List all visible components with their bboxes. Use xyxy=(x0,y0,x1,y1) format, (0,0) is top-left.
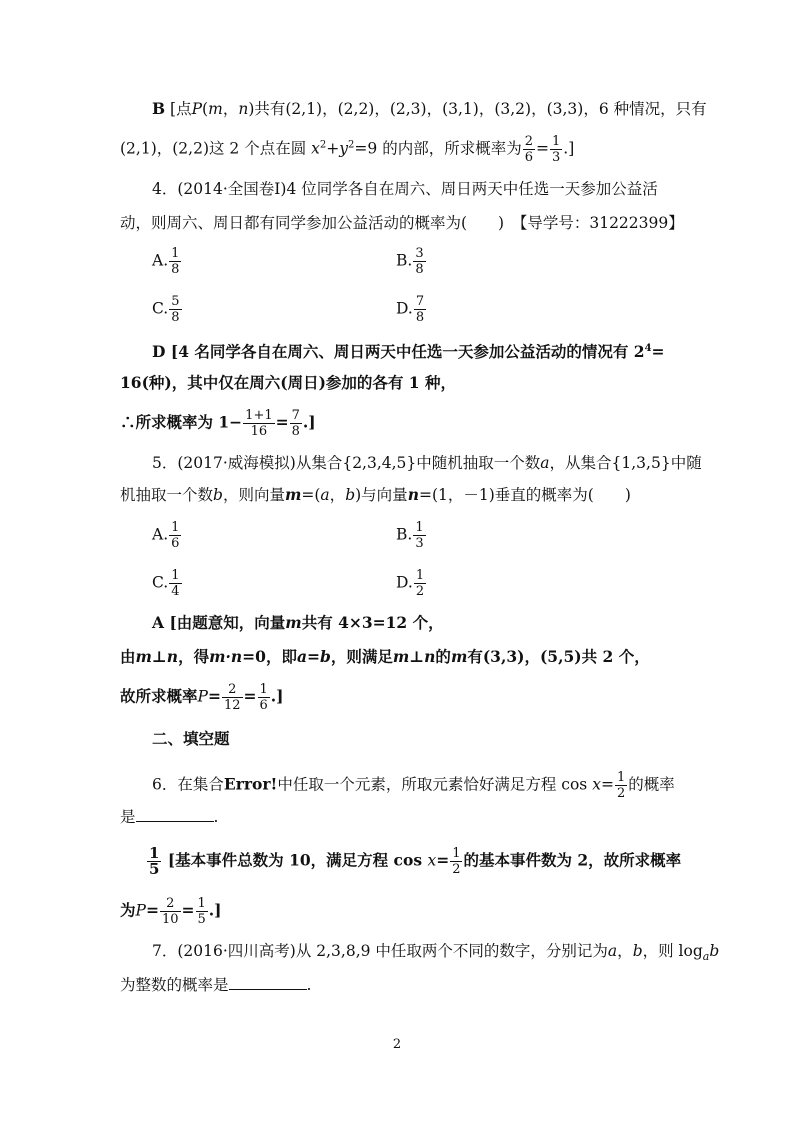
var-a: a xyxy=(540,454,550,472)
fraction xyxy=(222,682,243,713)
section-heading: 二、填空题 xyxy=(152,729,230,748)
denominator: 2 xyxy=(415,584,425,599)
text: = xyxy=(207,686,221,706)
question-4-line-2 xyxy=(120,212,684,234)
fraction xyxy=(243,408,274,439)
numerator: 2 xyxy=(222,682,243,698)
text: 为整数的概率是 xyxy=(120,976,229,994)
numerator: 5 xyxy=(171,294,180,309)
vector-n: n xyxy=(407,485,419,504)
label: A. xyxy=(152,525,169,544)
text: = xyxy=(181,900,195,920)
denominator: 8 xyxy=(171,310,180,325)
numerator: 1 xyxy=(171,568,180,583)
denominator: 8 xyxy=(415,310,425,325)
text: 5．(2017·威海模拟)从集合{2,3,4,5}中随机抽取一个数 xyxy=(152,454,541,472)
numerator: 1 xyxy=(616,770,626,785)
fraction xyxy=(414,294,426,325)
numerator: 7 xyxy=(291,408,300,423)
denominator: 2 xyxy=(616,786,626,801)
text: 故所求概率 xyxy=(120,686,198,706)
text: = xyxy=(145,900,159,920)
text: 的概率 xyxy=(628,775,675,794)
text: ，则满足 xyxy=(330,647,393,666)
text: .] xyxy=(563,139,575,158)
q5-option-b xyxy=(396,520,427,551)
fraction xyxy=(550,134,562,165)
text: 的基本事件数为 2，故所求概率 xyxy=(463,850,682,870)
solution-4-line-3 xyxy=(120,408,316,439)
text: = xyxy=(535,139,549,158)
text: 有(3,3)，(5,5)共 2 个， xyxy=(467,647,650,666)
label: C. xyxy=(152,573,169,592)
math: m·n xyxy=(209,647,243,666)
text: = xyxy=(275,412,289,432)
text: 为 xyxy=(120,900,136,920)
label: B. xyxy=(396,251,413,270)
text: [基本事件总数为 10，满足方程 cos xyxy=(167,850,423,870)
text: . xyxy=(213,808,219,826)
text: = xyxy=(600,775,614,794)
text: + xyxy=(326,139,340,158)
denominator: 3 xyxy=(415,536,424,551)
denominator: 6 xyxy=(171,536,180,551)
solution-3-line-2 xyxy=(120,134,574,165)
answer-blank xyxy=(136,807,214,822)
question-6-line-1 xyxy=(152,770,675,801)
text: 6．在集合 xyxy=(152,775,224,794)
text: ， xyxy=(222,100,239,118)
text: ，从集合{1,3,5}中随 xyxy=(549,454,702,472)
answer-letter: D xyxy=(152,342,166,362)
numerator: 3 xyxy=(415,246,424,261)
numerator: 1 xyxy=(171,246,180,261)
numerator: 2 xyxy=(160,896,181,912)
page-number: 2 xyxy=(392,1037,402,1052)
denominator: 4 xyxy=(171,584,180,599)
text: [由题意知，向量 xyxy=(169,613,286,632)
numerator: 1 xyxy=(197,896,206,911)
denominator: 16 xyxy=(250,424,268,439)
fraction xyxy=(169,294,181,325)
var-a: a xyxy=(296,647,307,666)
q4-option-d xyxy=(396,294,427,325)
q4-option-a xyxy=(152,246,182,277)
question-5-line-2 xyxy=(120,484,631,506)
denominator: 3 xyxy=(551,150,561,165)
text: ， xyxy=(329,486,346,504)
solution-5-line-1 xyxy=(152,612,444,634)
fraction xyxy=(169,520,181,551)
numerator: 1 xyxy=(415,520,424,535)
text: .] xyxy=(208,900,222,920)
label: D. xyxy=(396,299,413,318)
solution-5-line-2 xyxy=(120,646,650,668)
var-p: P xyxy=(135,901,146,920)
solution-5-line-3 xyxy=(120,682,284,713)
var-x: x xyxy=(311,139,320,158)
numerator: 1 xyxy=(171,520,180,535)
label: C. xyxy=(152,299,169,318)
fraction xyxy=(523,134,535,165)
text: 7．(2016·四川高考)从 2,3,8,9 中任取两个不同的数字，分别记为 xyxy=(152,942,608,960)
text: 由 xyxy=(120,647,136,666)
label: D. xyxy=(396,573,413,592)
math: m⊥n xyxy=(135,647,179,666)
text: [4 名同学各自在周六、周日两天中任选一天参加公益活动的情况有 2 xyxy=(170,342,645,362)
text: ∴所求概率为 1− xyxy=(120,412,243,432)
vector-m: m xyxy=(285,613,302,632)
answer-blank xyxy=(229,975,307,990)
question-6-line-2 xyxy=(120,806,218,828)
numerator: 1 xyxy=(259,682,268,697)
var-x: x xyxy=(592,775,601,794)
fraction xyxy=(169,246,181,277)
denominator: 8 xyxy=(415,262,424,277)
var-m: m xyxy=(208,100,223,118)
fraction xyxy=(196,896,208,927)
label: A. xyxy=(152,251,169,270)
numerator: 1 xyxy=(149,844,160,862)
text: =( xyxy=(301,486,321,504)
fraction xyxy=(414,568,426,599)
fraction xyxy=(290,408,302,439)
question-7-line-1 xyxy=(152,940,719,968)
denominator: 6 xyxy=(524,150,533,165)
var-p: P xyxy=(197,687,208,706)
denominator: 6 xyxy=(259,698,268,713)
text: [点 xyxy=(170,100,192,118)
text: 动，则周六、周日都有同学参加公益活动的概率为( ) 【导学号：31222399】 xyxy=(120,214,684,232)
fraction xyxy=(258,682,270,713)
denominator: 12 xyxy=(223,698,241,713)
denominator: 10 xyxy=(161,912,179,927)
var-a: a xyxy=(607,942,618,960)
q5-option-c xyxy=(152,568,183,599)
denominator: 8 xyxy=(171,262,180,277)
var-p: P xyxy=(191,100,203,118)
text: )共有(2,1)，(2,2)，(2,3)，(3,1)，(3,2)，(3,3)，6 种情况，只有 xyxy=(248,100,707,118)
log-base: a xyxy=(702,950,710,964)
numerator: 2 xyxy=(524,134,533,149)
exponent: 2 xyxy=(348,139,355,151)
denominator: 8 xyxy=(291,424,300,439)
text: 是 xyxy=(120,808,136,826)
solution-3-line-1 xyxy=(152,98,707,120)
q4-option-b xyxy=(396,246,427,277)
answer-letter: B xyxy=(152,99,166,118)
math: m⊥n xyxy=(392,647,436,666)
denominator: 5 xyxy=(197,912,206,927)
var-n: n xyxy=(238,100,249,118)
fraction xyxy=(413,520,425,551)
var-x: x xyxy=(427,851,437,870)
text: .] xyxy=(302,412,316,432)
answer-fraction xyxy=(147,846,161,877)
solution-6-line-1 xyxy=(146,846,681,877)
question-5-line-1 xyxy=(152,452,702,474)
q5-option-d xyxy=(396,568,427,599)
question-7-line-2 xyxy=(120,974,311,996)
var-b: b xyxy=(709,942,720,960)
numerator: 1 xyxy=(551,134,561,149)
text: ，则向量 xyxy=(222,486,285,504)
text: .] xyxy=(270,686,284,706)
var-b: b xyxy=(345,486,356,504)
numerator: 1 xyxy=(452,846,461,861)
fraction xyxy=(160,896,181,927)
text: = xyxy=(651,342,665,362)
exponent: 4 xyxy=(644,343,652,354)
numerator: 7 xyxy=(415,294,425,309)
text: . xyxy=(306,976,312,994)
q5-option-a xyxy=(152,520,182,551)
text: )与向量 xyxy=(355,486,408,504)
vector-m: m xyxy=(284,485,302,504)
var-b: b xyxy=(213,486,223,504)
denominator: 2 xyxy=(452,862,461,877)
text: 中任取一个元素，所取元素恰好满足方程 cos xyxy=(277,775,588,794)
text: ， xyxy=(617,942,633,960)
numerator: 1 xyxy=(415,568,425,583)
exponent: 2 xyxy=(319,139,327,151)
vector-m: m xyxy=(450,647,468,666)
fraction xyxy=(615,770,627,801)
denominator: 5 xyxy=(149,860,160,878)
var-a: a xyxy=(320,486,330,504)
text: = xyxy=(243,686,257,706)
solution-6-line-2 xyxy=(120,896,222,927)
solution-4-line-1 xyxy=(152,338,665,363)
text: = xyxy=(307,647,320,666)
answer-letter: A xyxy=(152,613,165,632)
text: ( xyxy=(202,100,209,118)
fraction xyxy=(413,246,425,277)
text: 共有 4×3=12 个， xyxy=(301,613,444,632)
question-4-line-1: 4．(2014·全国卷Ⅰ)4 位同学各自在周六、周日两天中任选一天参加公益活 xyxy=(152,180,658,198)
var-b: b xyxy=(632,942,643,960)
error-text: Error! xyxy=(223,774,278,794)
numerator: 1+1 xyxy=(245,408,273,423)
text: (2,1)，(2,2)这 2 个点在圆 xyxy=(120,139,307,158)
text: 机抽取一个数 xyxy=(120,486,214,504)
q4-option-c xyxy=(152,294,183,325)
label: B. xyxy=(396,525,413,544)
text: = xyxy=(436,850,450,870)
solution-4-line-2: 16(种)，其中仅在周六(周日)参加的各有 1 种， xyxy=(120,373,456,392)
text: =0，即 xyxy=(242,647,297,666)
text: ，则 log xyxy=(642,942,703,960)
text: =9 的内部，所求概率为 xyxy=(354,139,522,158)
text: 的 xyxy=(435,647,451,666)
text: ，得 xyxy=(178,647,210,666)
fraction xyxy=(169,568,181,599)
var-b: b xyxy=(320,647,331,666)
var-y: y xyxy=(339,139,349,158)
text: =(1，－1)垂直的概率为( ) xyxy=(418,486,631,504)
fraction xyxy=(450,846,462,877)
